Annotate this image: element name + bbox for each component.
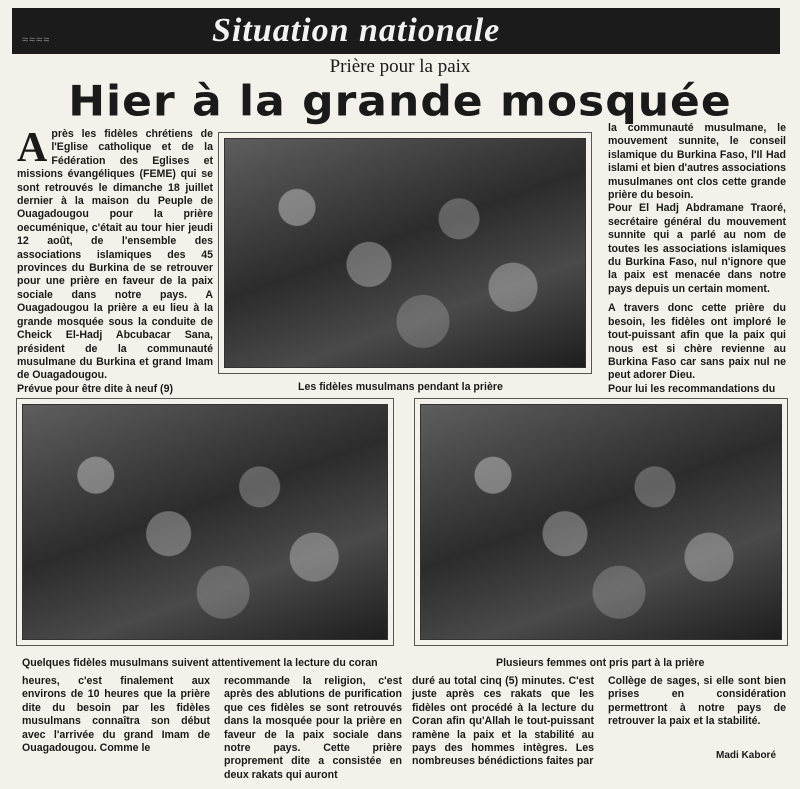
article-column-bottom-2 — [224, 675, 402, 782]
article-column-bottom-1 — [22, 675, 210, 755]
caption-photo-top: Les fidèles musulmans pendant la prière — [298, 381, 503, 393]
article-column-left — [17, 125, 213, 396]
article-paragraph-6: Pour lui les recommandations du — [608, 382, 776, 395]
article-paragraph-8: recommande la religion, c'est après des ablutions de purification que ces fidèles se sont retrouvés dans la mosquée pour la prière en faveur de la paix sociale dans notre pays. Cette prière proprement dite a consistée en deux rakats qui auront — [224, 675, 402, 781]
article-paragraph-3: la communauté musulmane, le mouvement sunnite, le conseil islamique du Burkina Faso, l'Il Had islami et bien d'autres associations musulmanes ont clos cette grande prière du besoin. — [608, 122, 786, 202]
article-paragraph-7: heures, c'est finalement aux environs de 10 heures que la prière dite du besoin par les fidèles musulmans connaîtra son début avec l'arrivée du grand Imam de Ouagadougou. Comme le — [22, 675, 210, 755]
drop-cap: A — [17, 125, 48, 171]
photo-prayer — [224, 138, 586, 368]
photo-women-praying — [420, 404, 782, 640]
caption-photo-right: Plusieurs femmes ont pris part à la prière — [496, 657, 705, 669]
banner-ornament: ≈≈≈≈ — [22, 34, 51, 46]
caption-photo-left: Quelques fidèles musulmans suivent attentivement la lecture du coran — [22, 657, 378, 669]
article-paragraph-4: Pour El Hadj Abdramane Traoré, secrétaire général du mouvement sunnite qui a parlé au nom de toutes les associations islamiques du Burkina Faso, nul n'ignore que la paix est menacée dans notre pays depuis un certain moment. — [608, 202, 786, 295]
article-column-bottom-4 — [608, 675, 786, 729]
article-paragraph-1: près les fidèles chrétiens de l'Eglise catholique et de la Fédération des Eglises et missions évangéliques (FEME) qui se sont retrouvés le dimanche 18 juillet dernier à la maison du Peuple de Ouagadougou pour la prière oecuménique, c'était au tour hier jeudi 12 août, de l'ensemble des associations islamiques des 45 provinces du Burkina de se retrouver pour une prière en faveur de la paix sociale dans notre pays. A Ouagadougou la prière a eu lieu à la grande mosquée sous la conduite de Cheick El-Hadj Abcubacar Sana, président de la communauté musulmane du Burkina et grand Imam de Ouagadougou. — [17, 128, 213, 382]
article-paragraph-10: Collège de sages, si elle sont bien prises en considération permettront à notre pays de retrouver la paix et la stabilité. — [608, 675, 786, 728]
article-paragraph-5: A travers donc cette prière du besoin, les fidèles ont imploré le tout-puissant afin que la paix qui nous est si chère revienne au Burkina Faso car sans paix nul ne peut adorer Dieu. — [608, 302, 786, 382]
article-kicker: Prière pour la paix — [329, 56, 471, 77]
section-title: Situation nationale — [212, 12, 501, 49]
section-banner — [12, 8, 780, 54]
article-column-bottom-3 — [412, 675, 594, 769]
article-headline: Hier à la grande mosquée — [68, 77, 732, 126]
photo-coran-reading — [22, 404, 388, 640]
author-signature: Madi Kaboré — [716, 750, 777, 761]
article-paragraph-9: duré au total cinq (5) minutes. C'est juste après ces rakats que les fidèles ont procédé à la lecture du Coran afin qu'Allah le tout-puissant ramène la paix et la stabilité au pays des hommes intègres. Les nombreuses bénédictions faites par — [412, 675, 594, 768]
article-paragraph-2: Prévue pour être dite à neuf (9) — [17, 382, 173, 395]
article-column-right — [608, 122, 786, 396]
